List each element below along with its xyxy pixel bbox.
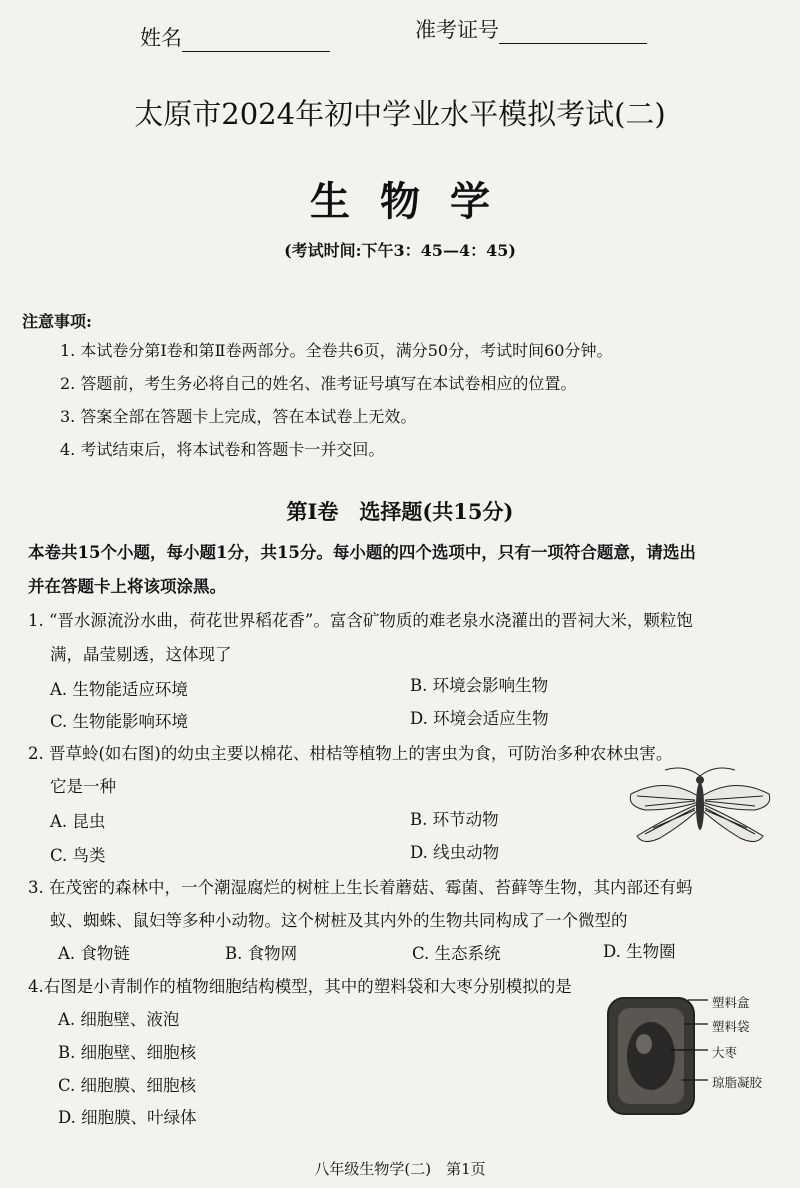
option-a: A. 生物能适应环境 (50, 680, 188, 699)
page-footer: 八年级生物学(二) 第1页 (314, 1160, 486, 1178)
name-label: 姓名 (140, 26, 182, 50)
option-b: B. 环境会影响生物 (410, 676, 549, 695)
section-instruction: 本卷共15个小题，每小题1分，共15分。每小题的四个选项中，只有一项符合题意，请选出 (28, 543, 696, 562)
option-d: D. 线虫动物 (410, 843, 500, 862)
option-c: C. 细胞膜、细胞核 (58, 1076, 197, 1095)
name-field (140, 22, 330, 52)
question-text: 2. 晋草蛉(如右图)的幼虫主要以棉花、柑桔等植物上的害虫为食，可防治多种农林虫害。 (28, 744, 673, 763)
exam-title: 太原市2024年初中学业水平模拟考试(二) (134, 97, 666, 131)
option-c: C. 生物能影响环境 (50, 712, 189, 731)
option-c: C. 鸟类 (50, 846, 106, 865)
question-text: 它是一种 (50, 777, 116, 796)
exam-id-field (415, 14, 647, 44)
note-item: 4. 考试结束后，将本试卷和答题卡一并交回。 (60, 440, 385, 459)
option-a: A. 昆虫 (50, 812, 106, 831)
question-text: 3. 在茂密的森林中，一个潮湿腐烂的树桩上生长着蘑菇、霉菌、苔藓等生物，其内部还有蚂 (28, 878, 693, 897)
subject-title: 生物学 (310, 178, 520, 225)
cell-label-date: 大枣 (712, 1045, 738, 1060)
question-text: 满，晶莹剔透，这体现了 (50, 645, 232, 664)
option-b: B. 环节动物 (410, 810, 499, 829)
section-instruction: 并在答题卡上将该项涂黑。 (28, 577, 226, 596)
option-b: B. 食物网 (225, 944, 298, 963)
exam-time: (考试时间:下午3：45—4：45) (284, 241, 516, 260)
note-item: 3. 答案全部在答题卡上完成，答在本试卷上无效。 (60, 407, 417, 426)
option-a: A. 食物链 (58, 944, 130, 963)
note-item: 1. 本试卷分第Ⅰ卷和第Ⅱ卷两部分。全卷共6页，满分50分，考试时间60分钟。 (60, 341, 613, 360)
note-item: 2. 答题前，考生务必将自己的姓名、准考证号填写在本试卷相应的位置。 (60, 374, 577, 393)
option-d: D. 细胞膜、叶绿体 (58, 1108, 197, 1127)
question-text: 4.右图是小青制作的植物细胞结构模型，其中的塑料袋和大枣分别模拟的是 (28, 977, 572, 996)
option-b: B. 细胞壁、细胞核 (58, 1043, 197, 1062)
question-text: 1. “晋水源流汾水曲，荷花世界稻花香”。富含矿物质的难老泉水浇灌出的晋祠大米，颗粒饱 (28, 611, 693, 630)
question-text: 蚁、蜘蛛、鼠妇等多种小动物。这个树桩及其内外的生物共同构成了一个微型的 (50, 911, 628, 930)
option-d: D. 生物圈 (603, 942, 676, 961)
cell-label-box: 塑料盒 (712, 995, 750, 1010)
cell-label-agar: 琼脂凝胶 (712, 1075, 763, 1090)
option-d: D. 环境会适应生物 (410, 709, 549, 728)
section-heading: 第Ⅰ卷 选择题(共15分) (286, 499, 514, 524)
cell-label-bag: 塑料袋 (712, 1019, 750, 1034)
option-c: C. 生态系统 (412, 944, 501, 963)
option-a: A. 细胞壁、液泡 (58, 1010, 180, 1029)
lacewing-figure (625, 766, 775, 856)
notes-heading: 注意事项: (22, 312, 92, 331)
exam-id-label: 准考证号 (415, 18, 499, 42)
cell-model-figure (604, 992, 800, 1122)
name-blank (182, 33, 330, 52)
exam-id-blank (499, 25, 647, 44)
